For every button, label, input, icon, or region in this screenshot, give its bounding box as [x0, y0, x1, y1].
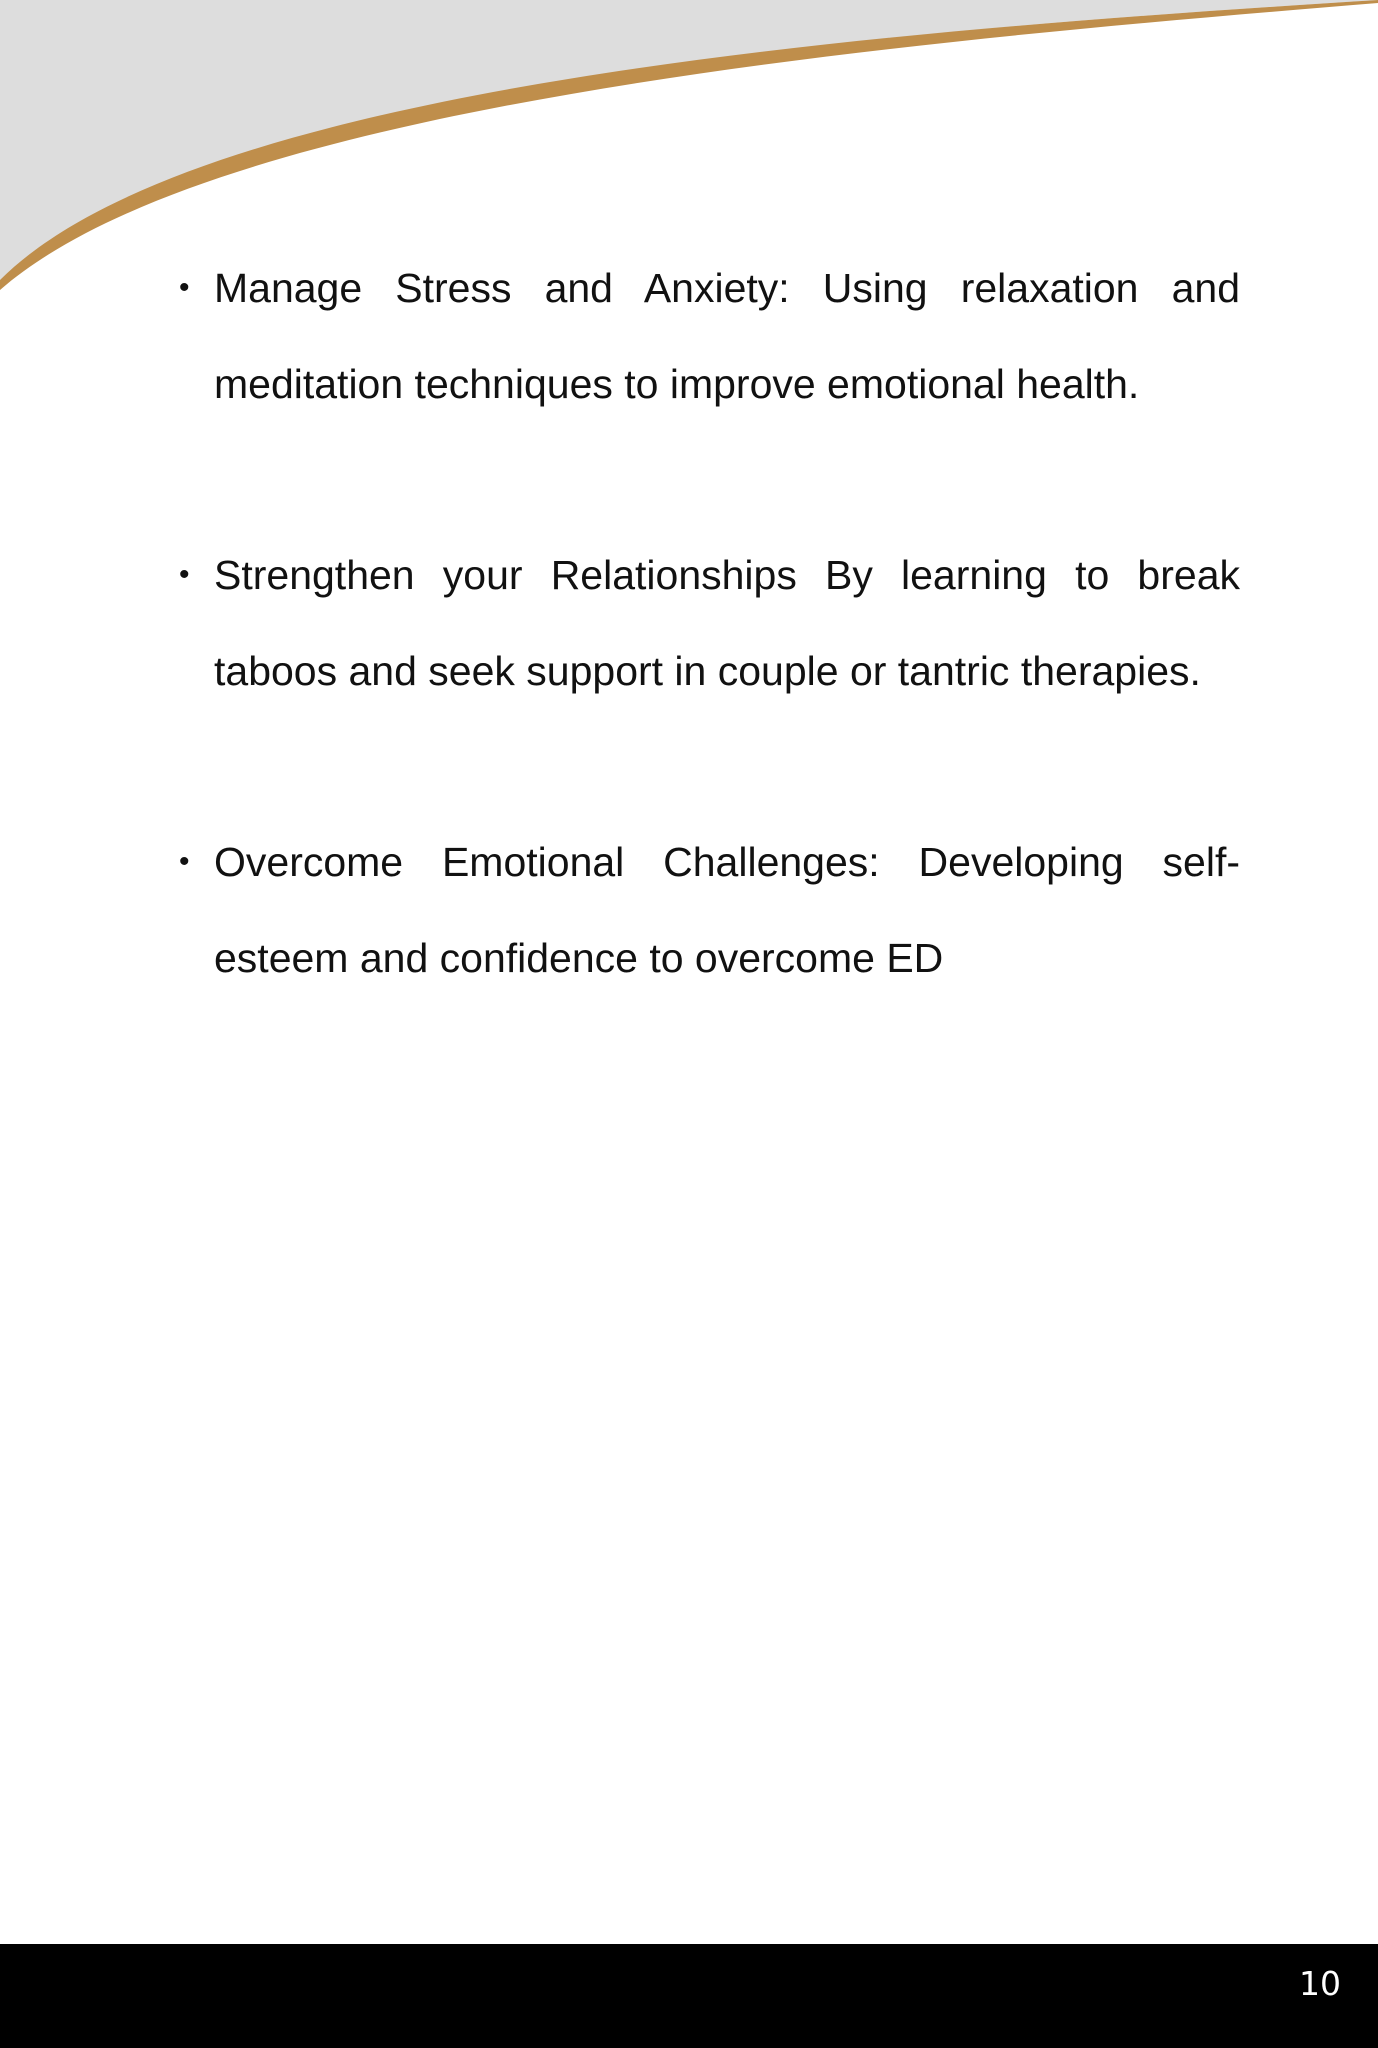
bullet-list — [176, 240, 1240, 1101]
page-number: 10 — [1299, 1964, 1341, 2003]
bullet-text: Manage Stress and Anxiety: Using relaxation and meditation techniques to improve emotional health. — [214, 265, 1240, 407]
bullet-text: Overcome Emotional Challenges: Developing self-esteem and confidence to overcome ED — [214, 839, 1240, 981]
bullet-item-emotional — [176, 814, 1240, 1006]
bullet-item-stress — [176, 240, 1240, 432]
bullet-marker: • — [179, 271, 190, 304]
bullet-item-relationships — [176, 527, 1240, 719]
bullet-marker: • — [179, 558, 190, 591]
footer-bar — [0, 1944, 1378, 2048]
bullet-marker: • — [179, 845, 190, 878]
bullet-text: Strengthen your Relationships By learning to break taboos and seek support in couple or tantric therapies. — [214, 552, 1240, 694]
